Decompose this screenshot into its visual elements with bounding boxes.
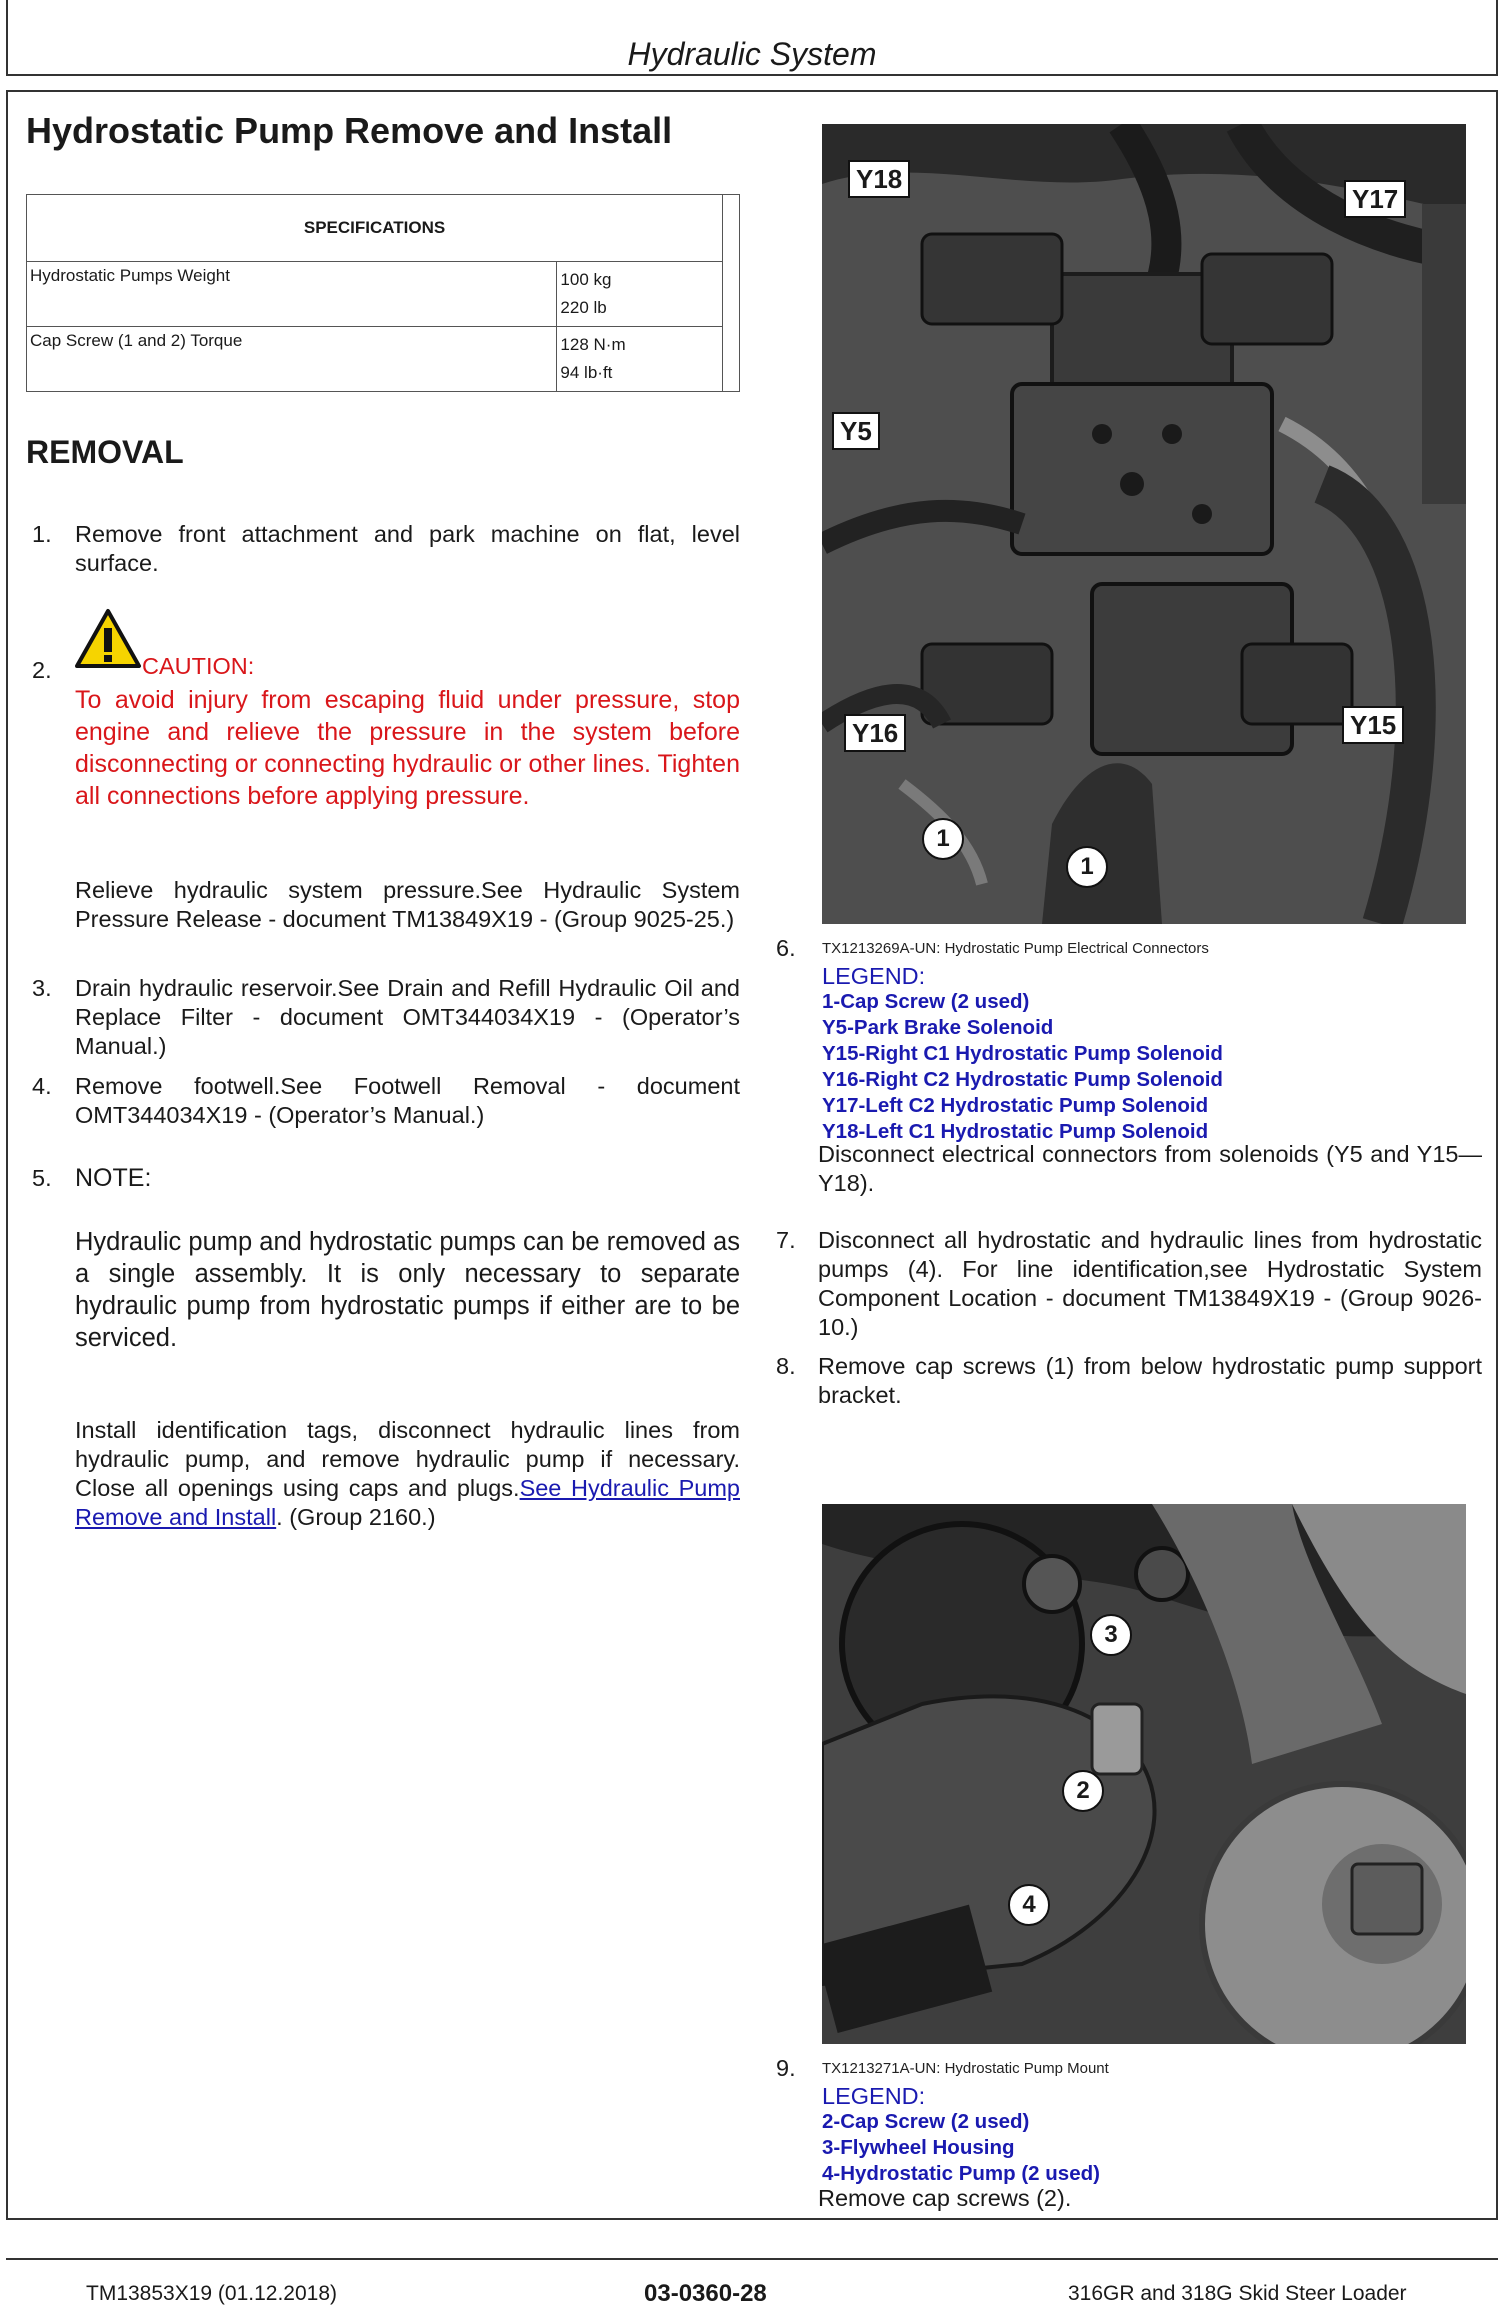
step-8-text: Remove cap screws (1) from below hydrostatic pump support bracket. [818, 1353, 1482, 1408]
step-number: 9. [776, 2055, 796, 2081]
hydraulic-pump-link[interactable]: See Hydraulic Pump Remove and Install [75, 1475, 740, 1530]
note-label: NOTE: [75, 1164, 152, 1192]
step-7-text: Disconnect all hydrostatic and hydraulic lines from hydrostatic pumps (4). For line identification,see Hydrostatic System Component Location - document TM13849X19 - (Group 9026-10.) [818, 1227, 1482, 1340]
footer-document-id: TM13853X19 (01.12.2018) [86, 2282, 338, 2305]
step-5-text-body: Install identification tags, disconnect hydraulic lines from hydraulic pump, and remove hydraulic pump if necessary. Close all openings using caps and plugs. [75, 1417, 740, 1501]
legend-item: Y16-Right C2 Hydrostatic Pump Solenoid [822, 1068, 1223, 1091]
step-5-text [75, 1416, 740, 1532]
note-text: Hydraulic pump and hydrostatic pumps can be removed as a single assembly. It is only necessary to separate hydraulic pump from hydrostatic pumps if either are to be serviced. [75, 1228, 740, 1352]
step-9-text: Remove cap screws (2). [818, 2185, 1072, 2211]
spec-label: Hydrostatic Pumps Weight [27, 262, 557, 327]
step-number: 4. [32, 1073, 52, 1099]
step-5-group-ref: . (Group 2160.) [276, 1504, 436, 1530]
legend-item: 3-Flywheel Housing [822, 2136, 1015, 2159]
specifications-table [26, 194, 740, 392]
spec-value-metric: 100 kg [560, 270, 612, 289]
step-1-text: Remove front attachment and park machine on flat, level surface. [75, 521, 740, 576]
callout-label: Y17 [1344, 180, 1406, 218]
figure-caption: TX1213271A-UN: Hydrostatic Pump Mount [822, 2060, 1109, 2077]
callout-number: 1 [922, 818, 964, 860]
legend-item: 2-Cap Screw (2 used) [822, 2110, 1030, 2133]
callout-number: 3 [1090, 1614, 1132, 1656]
spec-value-imperial: 94 lb·ft [560, 363, 613, 382]
callout-label: Y5 [832, 412, 880, 450]
spec-value [557, 327, 723, 392]
step-number: 6. [776, 935, 796, 961]
engine-photo-illustration [822, 124, 1466, 924]
step-4-text: Remove footwell.See Footwell Removal - document OMT344034X19 - (Operator’s Manual.) [75, 1073, 740, 1128]
step-6-text: Disconnect electrical connectors from solenoids (Y5 and Y15—Y18). [818, 1141, 1482, 1196]
callout-number: 2 [1062, 1770, 1104, 1812]
legend-list [822, 989, 1223, 1145]
step-3-text: Drain hydraulic reservoir.See Drain and Refill Hydraulic Oil and Replace Filter - document OMT344034X19 - (Operator’s Manual.) [75, 975, 740, 1059]
callout-number: 1 [1066, 846, 1108, 888]
legend-label: LEGEND: [822, 963, 926, 989]
figure-caption: TX1213269A-UN: Hydrostatic Pump Electrical Connectors [822, 940, 1209, 957]
legend-item: 1-Cap Screw (2 used) [822, 990, 1030, 1013]
callout-label: Y16 [844, 714, 906, 752]
step-number: 5. [32, 1165, 52, 1191]
footer-model: 316GR and 318G Skid Steer Loader [1068, 2282, 1407, 2305]
figure-hydrostatic-pump-electrical-connectors [822, 124, 1466, 924]
legend-item: Y17-Left C2 Hydrostatic Pump Solenoid [822, 1094, 1209, 1117]
step-2-text: Relieve hydraulic system pressure.See Hydraulic System Pressure Release - document TM13849X19 - (Group 9025-25.) [75, 877, 740, 932]
caution-label: CAUTION: [142, 653, 255, 679]
step-number: 2. [32, 657, 52, 683]
spec-label: Cap Screw (1 and 2) Torque [27, 327, 557, 392]
legend-item: Y18-Left C1 Hydrostatic Pump Solenoid [822, 1120, 1209, 1143]
footer-divider [6, 2258, 1498, 2260]
callout-number: 4 [1008, 1884, 1050, 1926]
legend-item: Y15-Right C1 Hydrostatic Pump Solenoid [822, 1042, 1223, 1065]
callout-label: Y18 [848, 160, 910, 198]
spec-value [557, 262, 723, 327]
spec-value-imperial: 220 lb [560, 298, 607, 317]
table-row [27, 327, 740, 392]
removal-heading: REMOVAL [26, 434, 184, 470]
legend-list [822, 2109, 1100, 2187]
figure-hydrostatic-pump-mount [822, 1504, 1466, 2044]
step-number: 7. [776, 1227, 796, 1253]
caution-text: To avoid injury from escaping fluid under pressure, stop engine and relieve the pressure in the system before disconnecting or connecting hydraulic or other lines. Tighten all connections before applying pressure. [75, 686, 740, 810]
step-number: 1. [32, 521, 52, 547]
step-number: 8. [776, 1353, 796, 1379]
header-title: Hydraulic System [627, 36, 877, 72]
spec-value-metric: 128 N·m [560, 335, 626, 354]
legend-item: 4-Hydrostatic Pump (2 used) [822, 2162, 1100, 2185]
table-row [27, 262, 740, 327]
pump-mount-photo-illustration [822, 1504, 1466, 2044]
callout-label: Y15 [1342, 706, 1404, 744]
legend-label: LEGEND: [822, 2083, 926, 2109]
step-number: 3. [32, 975, 52, 1001]
page-title: Hydrostatic Pump Remove and Install [26, 110, 673, 151]
page-number: 03-0360-28 [644, 2280, 767, 2307]
specifications-heading: SPECIFICATIONS [27, 195, 723, 262]
caution-icon [74, 608, 142, 670]
legend-item: Y5-Park Brake Solenoid [822, 1016, 1054, 1039]
